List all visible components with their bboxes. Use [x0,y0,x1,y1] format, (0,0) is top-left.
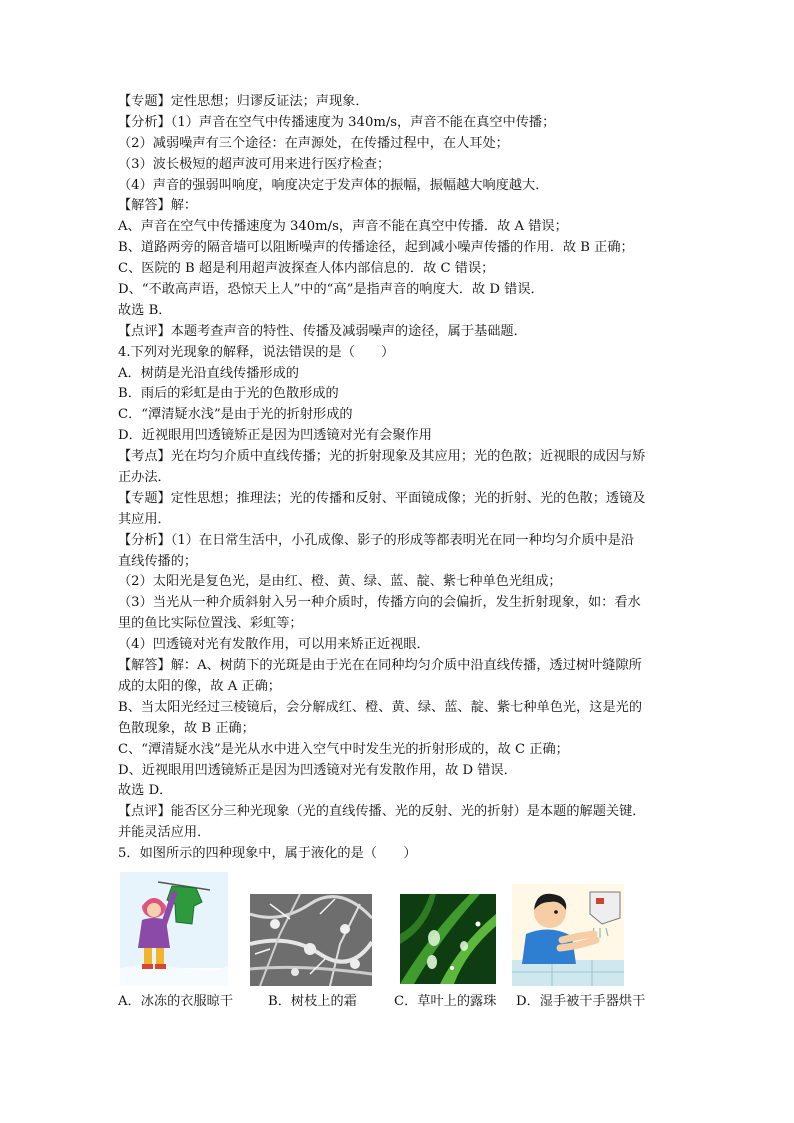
text-line: 故选 D． [118,783,173,799]
figure-c [400,894,496,984]
text-line: B、当太阳光经过三棱镜后，会分解成红、橙、黄、绿、蓝、靛、紫七种单色光，这是光的 [118,699,642,715]
text-line: （2）减弱噪声有三个途径：在声源处，在传播过程中，在人耳处； [118,135,509,151]
figure-d [512,884,624,986]
option-d: D．近视眼用凹透镜矫正是因为凹透镜对光有会聚作用 [118,428,432,444]
text-line: 正办法． [118,470,171,486]
text-line: 成的太阳的像，故 A 正确； [118,678,281,694]
frozen-clothes-illustration [120,872,228,986]
option-c: C．“潭清疑水浅”是由于光的折射形成的 [118,407,353,423]
figure-a-caption: A．冰冻的衣服晾干 [118,994,234,1009]
text-line: D、近视眼用凹透镜矫正是因为凹透镜对光有发散作用，故 D 错误． [118,762,517,778]
text-line: 【点评】本题考查声音的特性、传播及减弱噪声的途径，属于基础题． [118,323,527,339]
figure-b [250,894,372,986]
figure-a [120,872,228,986]
text-line: B、道路两旁的隔音墙可以阻断噪声的传播途径，起到减小噪声传播的作用．故 B 正确； [118,240,634,256]
text-line: 【专题】定性思想；归谬反证法；声现象． [118,94,369,109]
hand-dryer-illustration [512,884,624,986]
text-line: 色散现象，故 B 正确； [118,720,255,736]
text-line: D、“不敢高声语，恐惊天上人”中的“高”是指声音的响度大．故 D 错误． [118,282,544,298]
text-line: C、“潭清疑水浅”是光从水中进入空气中时发生光的折射形成的，故 C 正确； [118,741,569,757]
text-line: （3）当光从一种介质斜射入另一种介质时，传播方向的会偏折，发生折射现象，如：看水 [118,595,641,611]
document-body [118,92,678,865]
figure-c-caption: C．草叶上的露珠 [394,994,497,1009]
text-line: 故选 B． [118,302,172,318]
text-line: 【解答】解：A、树荫下的光斑是由于光在在同种均匀介质中沿直线传播，透过树叶缝隙所 [118,658,642,674]
question-5-stem: 5．如图所示的四种现象中，属于液化的是（ ） [118,846,417,862]
text-line: 【分析】（1）声音在空气中传播速度为 340m/s，声音不能在真空中传播； [118,114,556,130]
text-line: 直线传播的； [118,553,198,569]
text-line: 【解答】解： [118,198,198,214]
question-5-figures [118,872,678,1012]
text-line: 其应用． [118,511,171,527]
text-line: （4）凹透镜对光有发散作用，可以用来矫正近视眼． [118,637,430,653]
figure-d-caption: D．湿手被干手器烘干 [516,994,646,1009]
text-line: 里的鱼比实际位置浅、彩虹等； [118,616,303,632]
option-b: B．雨后的彩虹是由于光的色散形成的 [118,386,339,402]
text-line: A、声音在空气中传播速度为 340m/s，声音不能在真空中传播．故 A 错误； [118,219,568,235]
text-line: 并能灵活应用． [118,825,211,841]
text-line: 【考点】光在均匀介质中直线传播；光的折射现象及其应用；光的色散；近视眼的成因与矫 [118,449,646,465]
text-line: （2）太阳光是复色光，是由红、橙、黄、绿、蓝、靛、紫七种单色光组成； [118,574,562,590]
figure-b-caption: B．树枝上的霜 [268,994,357,1009]
dew-drops-photo [400,894,496,984]
question-4-stem: 4.下列对光现象的解释，说法错误的是（ ） [118,344,395,360]
text-line: C、医院的 B 超是利用超声波探查人体内部信息的．故 C 错误； [118,261,495,277]
text-line: 【点评】能否区分三种光现象（光的直线传播、光的反射、光的折射）是本题的解题关键． [118,804,646,820]
frost-branches-photo [250,894,372,986]
text-line: 【专题】定性思想；推理法；光的传播和反射、平面镜成像；光的折射、光的色散；透镜及 [118,490,646,506]
option-a: A．树荫是光沿直线传播形成的 [118,365,299,381]
text-line: （3）波长极短的超声波可用来进行医疗检查； [118,156,391,172]
text-line: 【分析】（1）在日常生活中，小孔成像、影子的形成等都表明光在同一种均匀介质中是沿 [118,532,635,548]
text-line: （4）声音的强弱叫响度，响度决定于发声体的振幅，振幅越大响度越大． [118,177,549,193]
